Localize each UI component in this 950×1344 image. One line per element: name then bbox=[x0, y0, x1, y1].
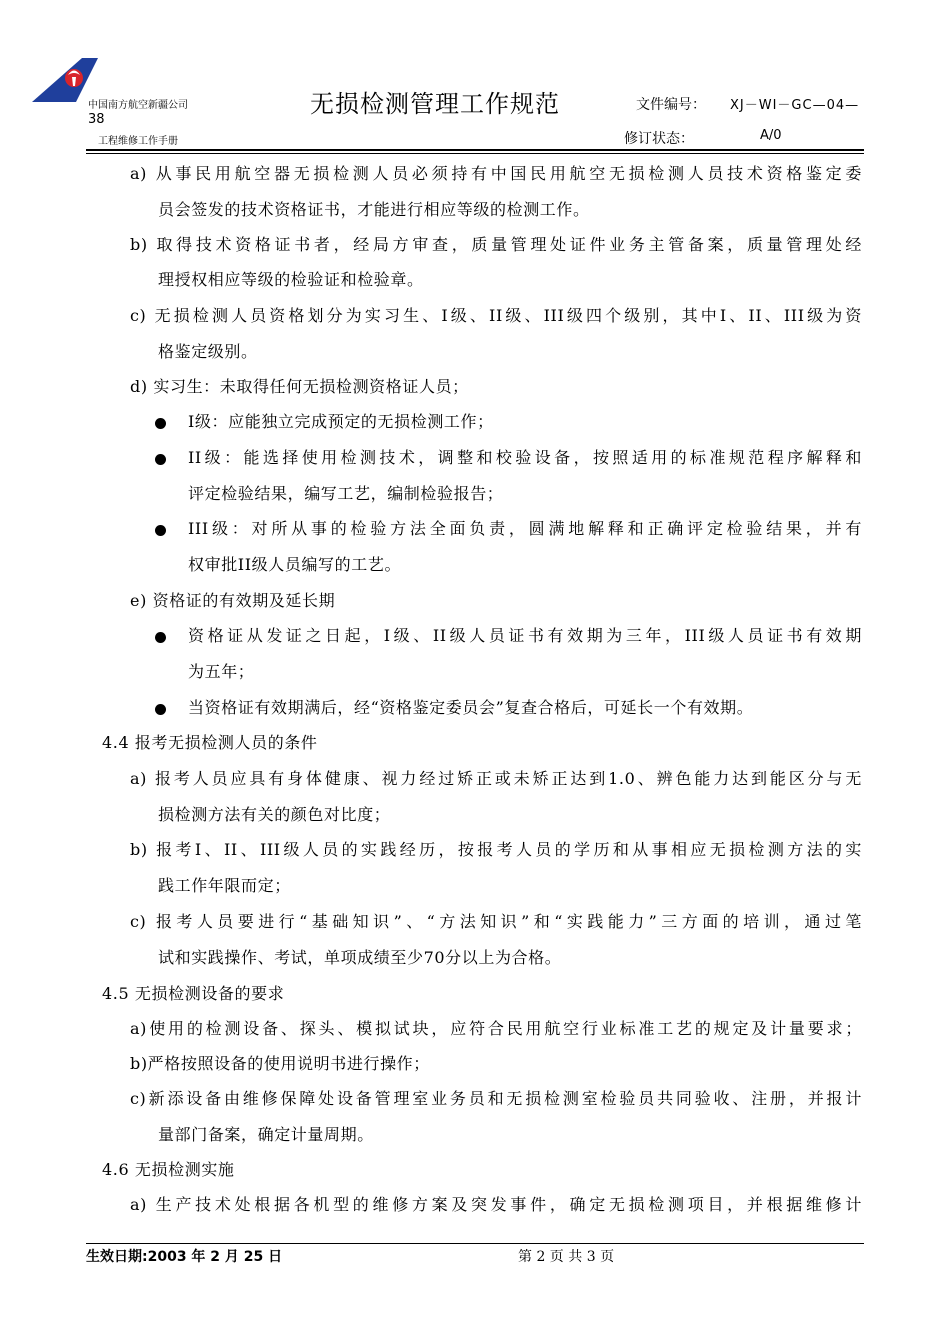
line-4-5-c2: 量部门备案，确定计量周期。 bbox=[158, 1125, 374, 1144]
header-page-number: 38 bbox=[88, 112, 105, 127]
line-4-4-b1: b) 报考I、II、III级人员的实践经历，按报考人员的学历和从事相应无损检测方法的实 bbox=[130, 840, 862, 859]
effective-date: 生效日期:2003 年 2 月 25 日 bbox=[86, 1249, 283, 1265]
line-4-4-a2: 损检测方法有关的颜色对比度； bbox=[158, 805, 391, 824]
doc-number-value: XJ－WI－GC—04— bbox=[730, 98, 860, 113]
line-a2: 员会签发的技术资格证书，才能进行相应等级的检测工作。 bbox=[158, 200, 590, 219]
manual-name: 工程维修工作手册 bbox=[98, 136, 178, 147]
line-4-4-c2: 试和实践操作、考试，单项成绩至少70分以上为合格。 bbox=[158, 948, 562, 967]
line-4-4-a1: a) 报考人员应具有身体健康、视力经过矫正或未矫正达到1.0、辨色能力达到能区分与无 bbox=[130, 769, 862, 788]
line-level3-2: 权审批II级人员编写的工艺。 bbox=[188, 555, 402, 574]
page-info: 第 2 页 共 3 页 bbox=[518, 1249, 615, 1265]
line-level2-2: 评定检验结果，编写工艺，编制检验报告； bbox=[188, 484, 504, 503]
footer-rule bbox=[86, 1243, 864, 1244]
line-c1: c) 无损检测人员资格划分为实习生、I级、II级、III级四个级别，其中I、II、III级为资 bbox=[130, 306, 862, 325]
bullet-icon bbox=[155, 418, 166, 429]
line-validity-2: 为五年； bbox=[188, 662, 255, 681]
line-extension: 当资格证有效期满后，经“资格鉴定委员会”复查合格后，可延长一个有效期。 bbox=[188, 698, 754, 717]
bullet-icon bbox=[155, 454, 166, 465]
company-name: 中国南方航空新疆公司 bbox=[88, 100, 188, 111]
line-4-5-c1: c)新添设备由维修保障处设备管理室业务员和无损检测室检验员共同验收、注册，并报计 bbox=[130, 1089, 862, 1108]
doc-number-label: 文件编号： bbox=[636, 97, 706, 113]
header-rule bbox=[86, 149, 864, 151]
line-4-4-b2: 践工作年限而定； bbox=[158, 876, 291, 895]
line-b2: 理授权相应等级的检验证和检验章。 bbox=[158, 270, 424, 289]
line-4-5-b: b)严格按照设备的使用说明书进行操作； bbox=[130, 1054, 430, 1073]
line-4-6-a1: a) 生产技术处根据各机型的维修方案及突发事件，确定无损检测项目，并根据维修计 bbox=[130, 1195, 862, 1214]
section-4-4-heading: 4.4 报考无损检测人员的条件 bbox=[102, 733, 318, 752]
line-a1: a) 从事民用航空器无损检测人员必须持有中国民用航空无损检测人员技术资格鉴定委 bbox=[130, 164, 862, 183]
revision-label: 修订状态： bbox=[624, 131, 694, 147]
document-title: 无损检测管理工作规范 bbox=[310, 90, 560, 118]
line-b1: b) 取得技术资格证书者，经局方审查，质量管理处证件业务主管备案，质量管理处经 bbox=[130, 235, 862, 254]
line-e: e) 资格证的有效期及延长期 bbox=[130, 591, 336, 610]
line-d: d) 实习生：未取得任何无损检测资格证人员； bbox=[130, 377, 469, 396]
line-4-4-c1: c) 报考人员要进行“基础知识”、“方法知识”和“实践能力”三方面的培训，通过笔 bbox=[130, 912, 862, 931]
line-4-5-a: a)使用的检测设备、探头、模拟试块，应符合民用航空行业标准工艺的规定及计量要求； bbox=[130, 1019, 862, 1038]
header-rule-thin bbox=[86, 153, 864, 154]
line-level2-1: II级：能选择使用检测技术，调整和校验设备，按照适用的标准规范程序解释和 bbox=[188, 448, 862, 467]
line-level3-1: III级：对所从事的检验方法全面负责，圆满地解释和正确评定检验结果，并有 bbox=[188, 519, 862, 538]
revision-value: A/0 bbox=[760, 128, 782, 143]
line-level1: I级：应能独立完成预定的无损检测工作； bbox=[188, 412, 494, 431]
line-c2: 格鉴定级别。 bbox=[158, 342, 258, 361]
section-4-6-heading: 4.6 无损检测实施 bbox=[102, 1160, 235, 1179]
line-validity-1: 资格证从发证之日起，I级、II级人员证书有效期为三年，III级人员证书有效期 bbox=[188, 626, 862, 645]
bullet-icon bbox=[155, 704, 166, 715]
bullet-icon bbox=[155, 525, 166, 536]
bullet-icon bbox=[155, 632, 166, 643]
section-4-5-heading: 4.5 无损检测设备的要求 bbox=[102, 984, 285, 1003]
